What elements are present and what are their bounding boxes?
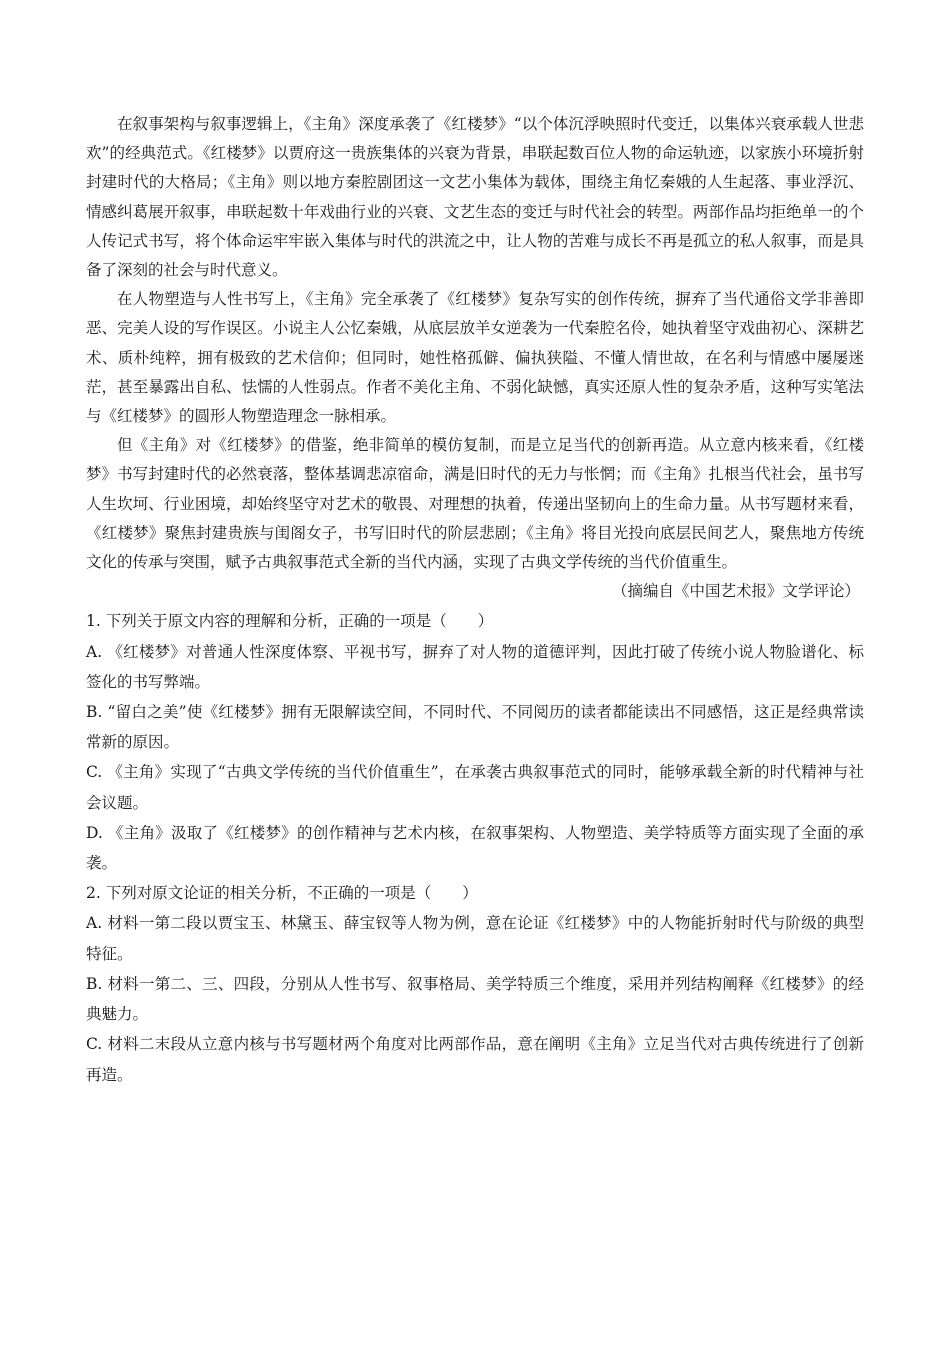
article-paragraph-3: 但《主角》对《红楼梦》的借鉴，绝非简单的模仿复制，而是立足当代的创新再造。从立意内核来看，《红楼梦》书写封建时代的必然衰落，整体基调悲凉宿命，满是旧时代的无力与怅惘；而《主角》扎根当代社会，虽书写人生坎坷、行业困境，却始终坚守对艺术的敬畏、对理想的执着，传递出坚韧向上的生命力量。从书写题材来看，《红楼梦》聚焦封建贵族与闺阁女子，书写旧时代的阶层悲剧；《主角》将目光投向底层民间艺人，聚焦地方传统文化的传承与突围，赋予古典叙事范式全新的当代内涵，实现了古典文学传统的当代价值重生。 <box>86 436 864 572</box>
question-2 <box>86 878 864 1089</box>
question-1-option-d: D. 《主角》汲取了《红楼梦》的创作精神与艺术内核，在叙事架构、人物塑造、美学特质等方面实现了全面的承袭。 <box>86 823 864 873</box>
question-2-stem: 2. 下列对原文论证的相关分析，不正确的一项是（ ） <box>86 884 478 903</box>
question-2-option-a: A. 材料一第二段以贾宝玉、林黛玉、薛宝钗等人物为例，意在论证《红楼梦》中的人物能折射时代与阶级的典型特征。 <box>86 914 864 963</box>
question-1-option-b: B. “留白之美”使《红楼梦》拥有无限解读空间，不同时代、不同阅历的读者都能读出不同感悟，这正是经典常读常新的原因。 <box>86 703 864 752</box>
question-1 <box>86 606 864 878</box>
article-paragraph-2: 在人物塑造与人性书写上，《主角》完全承袭了《红楼梦》复杂写实的创作传统，摒弃了当代通俗文学非善即恶、完美人设的写作误区。小说主人公忆秦娥，从底层放羊女逆袭为一代秦腔名伶，她执着坚守戏曲初心、深耕艺术、质朴纯粹，拥有极致的艺术信仰；但同时，她性格孤僻、偏执狭隘、不懂人情世故，在名利与情感中屡屡迷茫，甚至暴露出自私、怯懦的人性弱点。作者不美化主角、不弱化缺憾，真实还原人性的复杂矛盾，这种写实笔法与《红楼梦》的圆形人物塑造理念一脉相承。 <box>86 290 864 426</box>
article-paragraph-1: 在叙事架构与叙事逻辑上，《主角》深度承袭了《红楼梦》“以个体沉浮映照时代变迁，以集体兴衰承载人世悲欢”的经典范式。《红楼梦》以贾府这一贵族集体的兴衰为背景，串联起数百位人物的命运轨迹，以家族小环境折射封建时代的大格局；《主角》则以地方秦腔剧团这一文艺小集体为载体，围绕主角忆秦娥的人生起落、事业浮沉、情感纠葛展开叙事，串联起数十年戏曲行业的兴衰、文艺生态的变迁与时代社会的转型。两部作品均拒绝单一的个人传记式书写，将个体命运牢牢嵌入集体与时代的洪流之中，让人物的苦难与成长不再是孤立的私人叙事，而是具备了深刻的社会与时代意义。 <box>86 115 864 280</box>
question-2-option-b: B. 材料一第二、三、四段，分别从人性书写、叙事格局、美学特质三个维度，采用并列结构阐释《红楼梦》的经典魅力。 <box>86 974 864 1024</box>
question-1-option-c: C. 《主角》实现了“古典文学传统的当代价值重生”，在承袭古典叙事范式的同时，能够承载全新的时代精神与社会议题。 <box>86 763 864 812</box>
article-source-citation: （摘编自《中国艺术报》文学评论） <box>611 582 860 601</box>
article-body <box>86 110 864 606</box>
question-2-option-c: C. 材料二末段从立意内核与书写题材两个角度对比两部作品，意在阐明《主角》立足当代对古典传统进行了创新再造。 <box>86 1035 864 1084</box>
question-1-stem: 1. 下列关于原文内容的理解和分析，正确的一项是（ ） <box>86 612 494 631</box>
document-page <box>86 110 864 1090</box>
question-1-option-a: A. 《红楼梦》对普通人性深度体察、平视书写，摒弃了对人物的道德评判，因此打破了传统小说人物脸谱化、标签化的书写弊端。 <box>86 642 864 691</box>
